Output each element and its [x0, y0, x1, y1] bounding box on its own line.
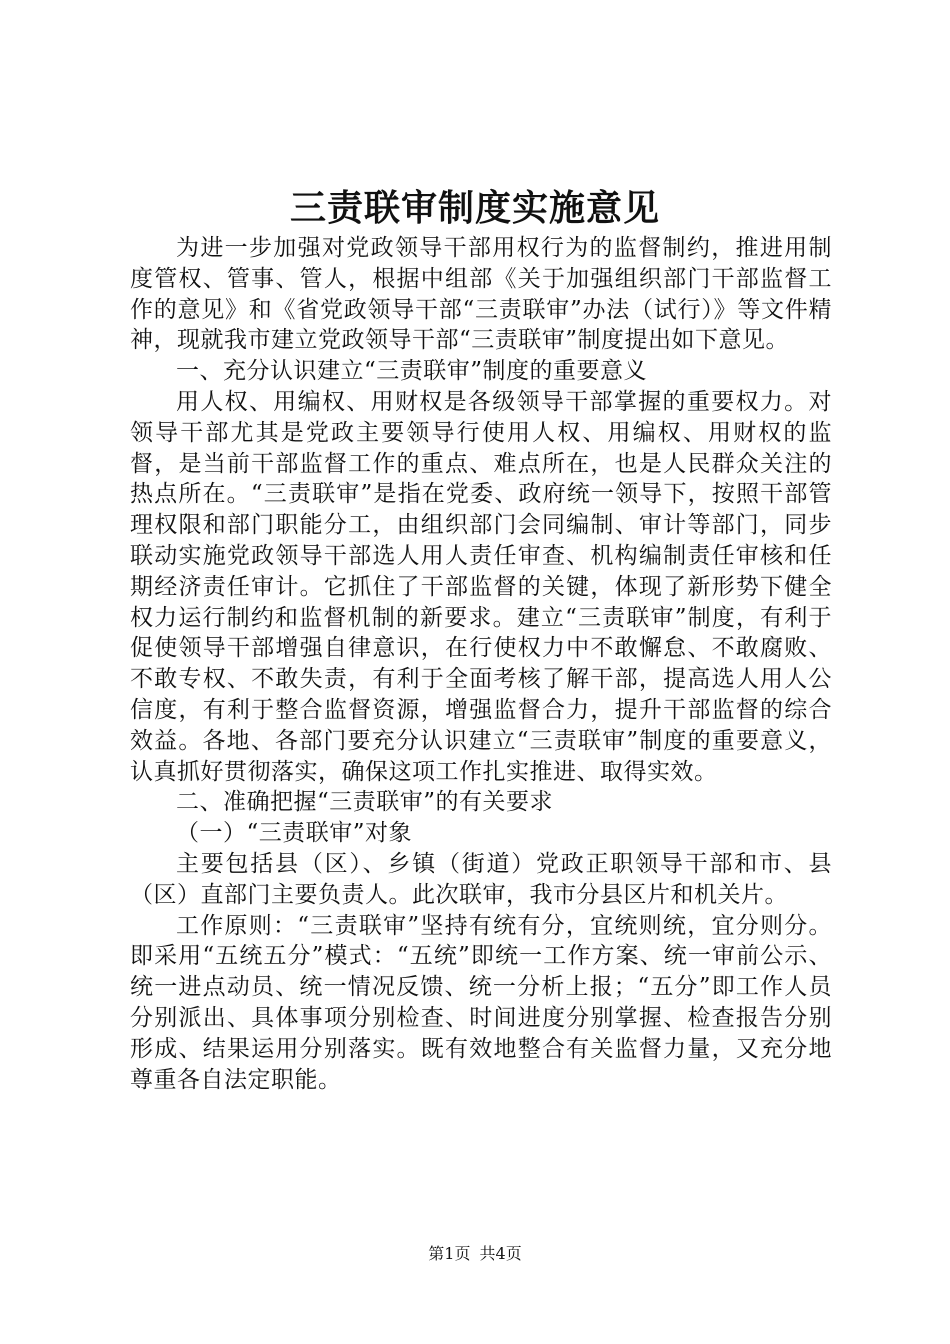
page-footer: [0, 1243, 950, 1265]
intro-paragraph: 为进一步加强对党政领导干部用权行为的监督制约，推进用制度管权、管事、管人，根据中组部《关于加强组织部门干部监督工作的意见》和《省党政领导干部“三责联审”办法（试行）》等文件精神，现就我市建立党政领导干部“三责联审”制度提出如下意见。: [130, 235, 832, 354]
section-heading-2: 二、准确把握“三责联审”的有关要求: [176, 789, 554, 816]
page-total: 共4页: [479, 1244, 522, 1263]
document-title: 三责联审制度实施意见: [289, 187, 660, 229]
subsection-heading-1: （一）“三责联审”对象: [176, 820, 413, 847]
section-1-paragraph: 用人权、用编权、用财权是各级领导干部掌握的重要权力。对领导干部尤其是党政主要领导行使用人权、用编权、用财权的监督，是当前干部监督工作的重点、难点所在，也是人民群众关注的热点所在。“三责联审”是指在党委、政府统一领导下，按照干部管理权限和部门职能分工，由组织部门会同编制、审计等部门，同步联动实施党政领导干部选人用人责任审查、机构编制责任审核和任期经济责任审计。它抓住了干部监督的关键，体现了新形势下健全权力运行制约和监督机制的新要求。建立“三责联审”制度，有利于促使领导干部增强自律意识，在行使权力中不敢懈怠、不敢腐败、不敢专权、不敢失责，有利于全面考核了解干部，提高选人用人公信度，有利于整合监督资源，增强监督合力，提升干部监督的综合效益。各地、各部门要充分认识建立“三责联审”制度的重要意义，认真抓好贯彻落实，确保这项工作扎实推进、取得实效。: [130, 388, 832, 785]
section-heading-1: 一、充分认识建立“三责联审”制度的重要意义: [176, 358, 648, 385]
document-body: [130, 233, 832, 1095]
subsection-1-paragraph: 主要包括县（区）、乡镇（街道）党政正职领导干部和市、县（区）直部门主要负责人。此次联审，我市分县区片和机关片。: [130, 850, 832, 908]
work-principle-paragraph: 工作原则：“三责联审”坚持有统有分，宜统则统，宜分则分。即采用“五统五分”模式：“五统”即统一工作方案、统一审前公示、统一进点动员、统一情况反馈、统一分析上报；“五分”即工作人员分别派出、具体事项分别检查、时间进度分别掌握、检查报告分别形成、结果运用分别落实。既有效地整合有关监督力量，又充分地尊重各自法定职能。: [130, 912, 832, 1093]
page-number: 第1页: [428, 1244, 471, 1263]
